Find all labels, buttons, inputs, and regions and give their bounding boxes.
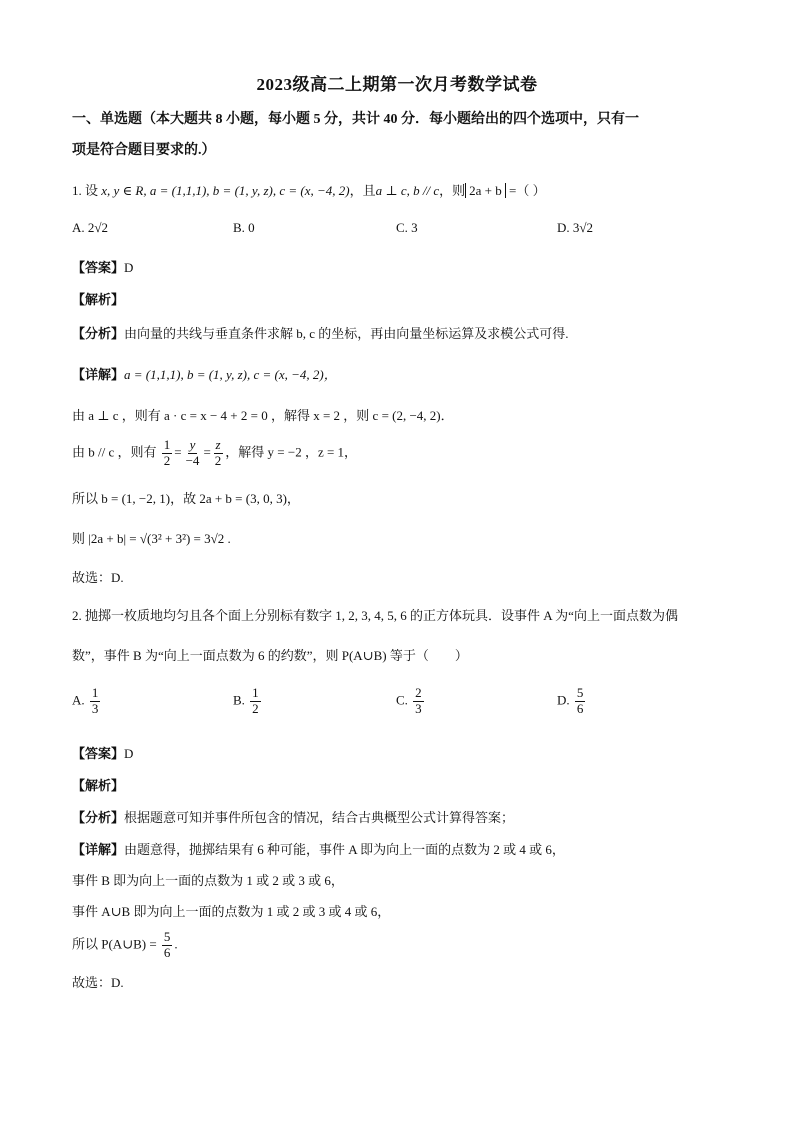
fraction: $\frac{y}{-4}$ bbox=[185, 437, 200, 468]
q2-option-a: A. $\frac{1}{3}$ bbox=[72, 685, 99, 716]
q2-conclusion: 故选：D. bbox=[72, 975, 124, 990]
question-condition: a ⊥ c, b // c bbox=[375, 183, 440, 198]
q2-option-c: C. $\frac{2}{3}$ bbox=[396, 685, 422, 716]
q2-option-b: B. $\frac{1}{2}$ bbox=[233, 685, 259, 716]
q1-analysis-label: 【解析】 bbox=[72, 292, 125, 307]
q1-detail-3: 由 b // c ，则有 $\frac{1}{2}$ = $\frac{y}{-4}$ = $\frac{z}{2}$ ，解得 y = −2 ，z = 1， bbox=[72, 437, 358, 468]
question-then: ，则 bbox=[439, 183, 466, 198]
q1-detail-5: 则 |2a + b| = √(3² + 3²) = 3√2 . bbox=[72, 531, 231, 546]
q1-detail-1: 【详解】a = (1,1,1), b = (1, y, z), c = (x, −4, 2)， bbox=[72, 367, 337, 382]
q2-option-d: D. $\frac{5}{6}$ bbox=[557, 685, 584, 716]
question-mid: ，且 bbox=[349, 183, 376, 198]
q1-detail-4: 所以 b = (1, −2, 1)，故 2a + b = (3, 0, 3)， bbox=[72, 491, 300, 506]
q2-detail-2: 事件 B 即为向上一面的点数为 1 或 2 或 3 或 6， bbox=[72, 873, 344, 888]
q1-option-c: C. 3 bbox=[396, 220, 418, 235]
q1-answer: 【答案】D bbox=[72, 260, 134, 275]
fraction: $\frac{5}{6}$ bbox=[163, 929, 171, 960]
question-expression: 2a + b bbox=[465, 183, 506, 198]
fraction: $\frac{1}{2}$ bbox=[163, 437, 171, 468]
q2-fenxi: 【分析】根据题意可知并事件所包含的情况，结合古典概型公式计算得答案； bbox=[72, 810, 515, 825]
q1-detail-2: 由 a ⊥ c ，则有 a · c = x − 4 + 2 = 0 ，解得 x = 2 ，则 c = (2, −4, 2)． bbox=[72, 408, 454, 423]
q2-analysis-label: 【解析】 bbox=[72, 778, 125, 793]
question-2-stem-cont: 数”，事件 B 为“向上一面点数为 6 的约数”，则 P(A∪B) 等于（ ） bbox=[72, 648, 468, 663]
question-number: 1. bbox=[72, 183, 82, 198]
q1-fenxi: 【分析】由向量的共线与垂直条件求解 b, c 的坐标，再由向量坐标运算及求模公式可得. bbox=[72, 326, 569, 341]
q2-detail-3: 事件 A∪B 即为向上一面的点数为 1 或 2 或 3 或 4 或 6， bbox=[72, 904, 391, 919]
q1-option-d: D. 3√2 bbox=[557, 220, 594, 235]
page-title: 2023级高二上期第一次月考数学试卷 bbox=[256, 75, 538, 94]
question-tail: =（ ） bbox=[505, 183, 546, 198]
section-heading-cont: 项是符合题目要求的.） bbox=[72, 143, 216, 158]
section-heading: 一、单选题（本大题共 8 小题，每小题 5 分，共计 40 分．每小题给出的四个选项中，只有一 bbox=[72, 112, 639, 127]
question-2-stem: 2. 抛掷一枚质地均匀且各个面上分别标有数字 1, 2, 3, 4, 5, 6 的正方体玩具．设事件 A 为“向上一面点数为偶 bbox=[72, 608, 678, 623]
q1-conclusion: 故选：D. bbox=[72, 570, 124, 585]
q1-option-a: A. 2√2 bbox=[72, 220, 109, 235]
question-1-stem bbox=[72, 180, 546, 199]
q2-detail-4: 所以 P(A∪B) = $\frac{5}{6}$ . bbox=[72, 929, 178, 960]
q1-option-b: B. 0 bbox=[233, 220, 255, 235]
question-given: x, y ∈ R, a = (1,1,1), b = (1, y, z), c = (x, −4, 2) bbox=[101, 183, 350, 198]
q2-detail-1: 【详解】由题意得，抛掷结果有 6 种可能，事件 A 即为向上一面的点数为 2 或 4 或 6， bbox=[72, 842, 565, 857]
fraction: $\frac{z}{2}$ bbox=[214, 437, 222, 468]
q2-answer: 【答案】D bbox=[72, 746, 134, 761]
question-prefix: 设 bbox=[85, 183, 99, 198]
